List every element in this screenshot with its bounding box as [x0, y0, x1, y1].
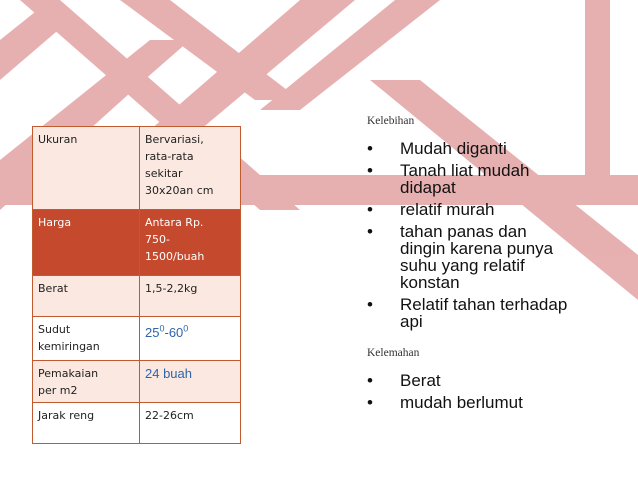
value-berat: 1,5-2,2kg	[145, 282, 198, 295]
label-ukuran: Ukuran	[38, 133, 78, 146]
stripe-upper-left	[0, 0, 70, 80]
cell-label	[33, 403, 140, 444]
item-text: tahan panas dan dingin karena punya suhu yang relatif konstan	[400, 222, 554, 292]
table-row-ukuran	[33, 127, 241, 210]
cell-label	[33, 317, 140, 361]
list-item	[367, 223, 567, 291]
cell-label	[33, 276, 140, 317]
table-row-jarak	[33, 403, 241, 444]
value-jarak: 22-26cm	[145, 409, 194, 422]
value-harga: Antara Rp. 750- 1500/buah	[145, 216, 205, 263]
cell-label	[33, 127, 140, 210]
table-row-sudut	[33, 317, 241, 361]
bullet-icon: •	[367, 371, 373, 390]
bullet-icon: •	[367, 200, 373, 219]
bullet-icon: •	[367, 295, 373, 314]
table-row-harga	[33, 210, 241, 276]
value-ukuran: Bervariasi, rata-rata sekitar 30x20an cm	[145, 133, 214, 197]
table-row-berat	[33, 276, 241, 317]
spec-table	[32, 126, 241, 444]
cell-label	[33, 361, 140, 403]
cell-value	[140, 317, 241, 361]
item-text: mudah berlumut	[400, 393, 523, 412]
heading-kelebihan: Kelebihan	[367, 115, 415, 127]
cell-value	[140, 210, 241, 276]
label-pemakaian: Pemakaian per m2	[38, 367, 99, 397]
bullet-icon: •	[367, 139, 373, 158]
degree-sup-a: 0	[159, 324, 165, 334]
list-kelebihan	[367, 140, 567, 330]
stripe-right-vertical	[585, 0, 610, 175]
list-item	[367, 201, 567, 218]
label-berat: Berat	[38, 282, 68, 295]
cell-value	[140, 361, 241, 403]
list-item	[367, 162, 567, 196]
list-item	[367, 140, 567, 157]
degree-sup-b: 0	[183, 324, 189, 334]
bullet-icon: •	[367, 222, 373, 241]
cell-value	[140, 127, 241, 210]
table-row-pemakaian	[33, 361, 241, 403]
bullet-icon: •	[367, 393, 373, 412]
label-sudut: Sudut kemiringan	[38, 323, 100, 353]
cell-value	[140, 403, 241, 444]
bullet-icon: •	[367, 161, 373, 180]
label-jarak: Jarak reng	[38, 409, 95, 422]
list-item	[367, 372, 523, 389]
list-kelemahan	[367, 372, 523, 411]
list-item	[367, 394, 523, 411]
item-text: Tanah liat mudah didapat	[400, 161, 530, 197]
label-harga: Harga	[38, 216, 72, 229]
angle-end: -60	[164, 325, 184, 341]
item-text: Relatif tahan terhadap api	[400, 295, 568, 331]
cell-value	[140, 276, 241, 317]
value-pemakaian: 24 buah	[145, 366, 192, 381]
item-text: Mudah diganti	[400, 139, 507, 158]
cell-label	[33, 210, 140, 276]
value-sudut	[145, 325, 188, 340]
angle-start: 25	[145, 325, 160, 341]
item-text: relatif murah	[400, 200, 495, 219]
list-item	[367, 296, 567, 330]
item-text: Berat	[400, 371, 441, 390]
heading-kelemahan: Kelemahan	[367, 347, 420, 359]
